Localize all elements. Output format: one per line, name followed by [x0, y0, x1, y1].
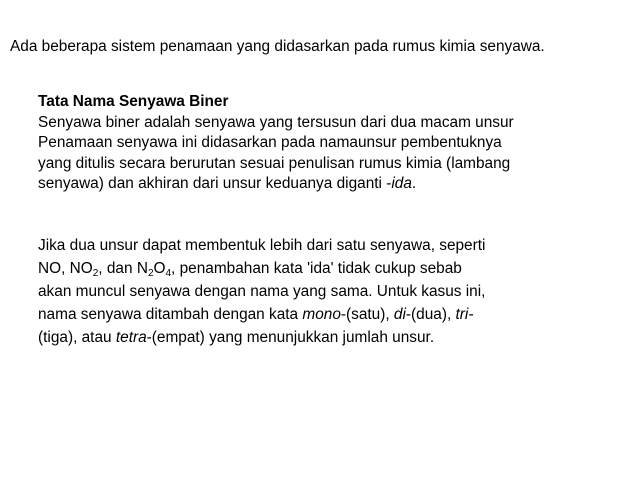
- text-run: senyawa) dan akhiran dari unsur keduanya diganti -: [38, 175, 392, 192]
- formula-no2: [70, 260, 99, 277]
- text-run: -(satu),: [340, 306, 394, 323]
- text-run: , dan: [98, 260, 137, 277]
- text-run: -: [468, 306, 474, 323]
- prefix-mono: mono: [302, 306, 341, 323]
- text-run: , penambahan kata 'ida' tidak cukup sebab: [171, 260, 462, 277]
- text-run: .: [411, 175, 417, 192]
- formula-text: O: [153, 260, 166, 277]
- suffix-ida: ida: [391, 175, 412, 192]
- formula-text: N: [136, 260, 148, 277]
- text-run: nama senyawa ditambah dengan kata: [38, 306, 303, 323]
- prefix-tri: tri: [455, 306, 469, 323]
- prefix-tetra: tetra: [115, 329, 147, 346]
- formula-n2o4: [137, 260, 171, 277]
- text-run: (tiga), atau: [38, 329, 116, 346]
- paragraph-line: [38, 174, 628, 195]
- paragraph-line: [38, 326, 628, 349]
- prefix-di: di: [393, 306, 406, 323]
- paragraph-line: Senyawa biner adalah senyawa yang tersusun dari dua macam unsur: [38, 113, 514, 131]
- paragraph-line: yang ditulis secara berurutan sesuai penulisan rumus kimia (lambang: [38, 154, 511, 172]
- formula-no: NO,: [38, 260, 70, 277]
- text-run: -(dua),: [405, 306, 456, 323]
- paragraph-line: Jika dua unsur dapat membentuk lebih dari satu senyawa, seperti: [38, 237, 486, 254]
- section-heading: Tata Nama Senyawa Biner: [38, 93, 229, 110]
- text-run: -(empat) yang menunjukkan jumlah unsur.: [146, 329, 435, 346]
- intro-text: Ada beberapa sistem penamaan yang didasarkan pada rumus kimia senyawa.: [10, 38, 545, 55]
- paragraph-line: Penamaan senyawa ini didasarkan pada namaunsur pembentuknya: [38, 134, 502, 151]
- binary-compound-section: [38, 92, 628, 195]
- formula-text: NO: [69, 260, 93, 277]
- multiple-compound-section: [38, 234, 628, 349]
- paragraph-line: [38, 303, 628, 326]
- subscript: 2: [147, 268, 154, 279]
- paragraph-line: [38, 257, 628, 280]
- subscript: 2: [92, 268, 99, 279]
- subscript: 4: [165, 268, 172, 279]
- paragraph-line: akan muncul senyawa dengan nama yang sama. Untuk kasus ini,: [38, 283, 486, 300]
